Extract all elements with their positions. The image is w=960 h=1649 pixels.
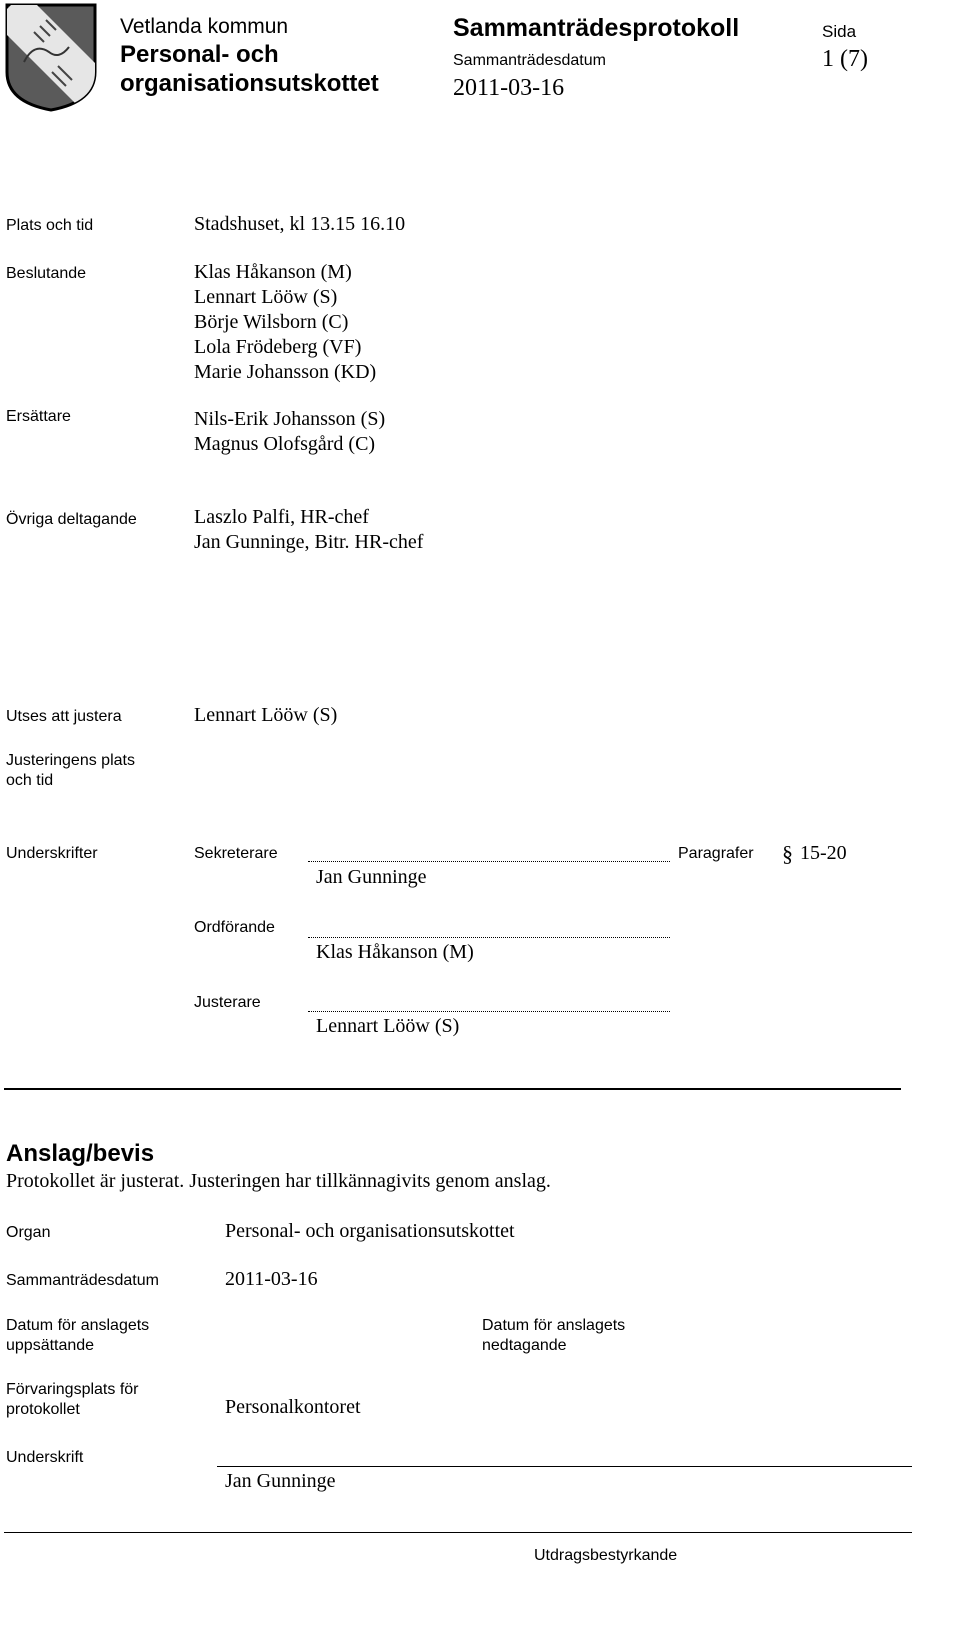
page-label: Sida (822, 22, 857, 41)
signature-label: Underskrift (6, 1449, 84, 1466)
adjustment-place-label-line1: Justeringens plats (6, 752, 135, 769)
notice-signature-line (217, 1466, 912, 1467)
posted-date-label-line1: Datum för anslagets (6, 1317, 150, 1334)
organ-label: Organ (6, 1224, 51, 1241)
list-item: Lennart Lööw (S) (194, 286, 338, 308)
posted-date-label-line2: uppsättande (6, 1337, 95, 1354)
removed-date-label (482, 1316, 625, 1356)
paragraphs-value: 15-20 (800, 842, 847, 864)
storage-value: Personalkontoret (225, 1396, 361, 1418)
notice-statement: Protokollet är justerat. Justeringen har tillkännagivits genom anslag. (6, 1170, 551, 1192)
adjustment-place-label-line2: och tid (6, 772, 54, 789)
storage-label-line1: Förvaringsplats för (6, 1381, 139, 1398)
deciding-label: Beslutande (6, 265, 87, 282)
certified-copy-label: Utdragsbestyrkande (534, 1547, 678, 1564)
deciding-members-list (194, 260, 376, 385)
removed-date-label-line2: nedtagande (482, 1337, 567, 1354)
notice-date-label: Sammanträdesdatum (6, 1272, 159, 1289)
chair-signature-line (308, 937, 670, 938)
list-item: Laszlo Palfi, HR-chef (194, 506, 369, 528)
signatures-label: Underskrifter (6, 845, 98, 862)
list-item: Klas Håkanson (M) (194, 261, 352, 283)
adjuster-signature-line (308, 1011, 670, 1012)
committee-name (120, 40, 379, 98)
adjuster-label: Utses att justera (6, 708, 122, 725)
list-item: Börje Wilsborn (C) (194, 311, 349, 333)
list-item: Lola Frödeberg (VF) (194, 336, 362, 358)
meeting-date-label: Sammanträdesdatum (453, 52, 606, 69)
notice-title: Anslag/bevis (6, 1140, 155, 1167)
storage-label (6, 1380, 139, 1420)
organ-value: Personal- och organisationsutskottet (225, 1220, 515, 1242)
list-item: Jan Gunninge, Bitr. HR-chef (194, 531, 424, 553)
list-item: Nils-Erik Johansson (S) (194, 408, 386, 430)
chair-label: Ordförande (194, 919, 275, 936)
coat-of-arms-logo (4, 2, 98, 112)
adjuster-signature-label: Justerare (194, 994, 261, 1011)
place-time-label: Plats och tid (6, 217, 94, 234)
substitutes-label: Ersättare (6, 408, 71, 425)
adjustment-place-label (6, 751, 135, 791)
footer-divider (4, 1532, 912, 1533)
adjuster-signature-name: Lennart Lööw (S) (316, 1015, 460, 1037)
substitutes-list (194, 407, 385, 457)
list-item: Magnus Olofsgård (C) (194, 433, 376, 455)
committee-name-line1: Personal- och (120, 41, 279, 68)
meeting-date-value: 2011-03-16 (453, 75, 565, 101)
secretary-label: Sekreterare (194, 845, 278, 862)
paragraphs-label: Paragrafer (678, 845, 754, 862)
municipality-name: Vetlanda kommun (120, 15, 289, 38)
notice-date-value: 2011-03-16 (225, 1268, 318, 1290)
section-divider (4, 1088, 901, 1090)
document-title: Sammanträdesprotokoll (453, 14, 740, 42)
removed-date-label-line1: Datum för anslagets (482, 1317, 626, 1334)
page-number: 1 (7) (822, 46, 868, 72)
other-participants-list (194, 505, 423, 555)
paragraph-symbol: § (782, 841, 793, 866)
notice-signature-name: Jan Gunninge (225, 1470, 336, 1492)
adjuster-value: Lennart Lööw (S) (194, 704, 338, 726)
secretary-signature-line (308, 861, 670, 862)
place-time-value: Stadshuset, kl 13.15 16.10 (194, 213, 406, 235)
other-participants-label: Övriga deltagande (6, 511, 137, 528)
posted-date-label (6, 1316, 149, 1356)
list-item: Marie Johansson (KD) (194, 361, 377, 383)
secretary-name: Jan Gunninge (316, 866, 427, 888)
storage-label-line2: protokollet (6, 1401, 80, 1418)
chair-name: Klas Håkanson (M) (316, 941, 474, 963)
committee-name-line2: organisationsutskottet (120, 70, 379, 97)
